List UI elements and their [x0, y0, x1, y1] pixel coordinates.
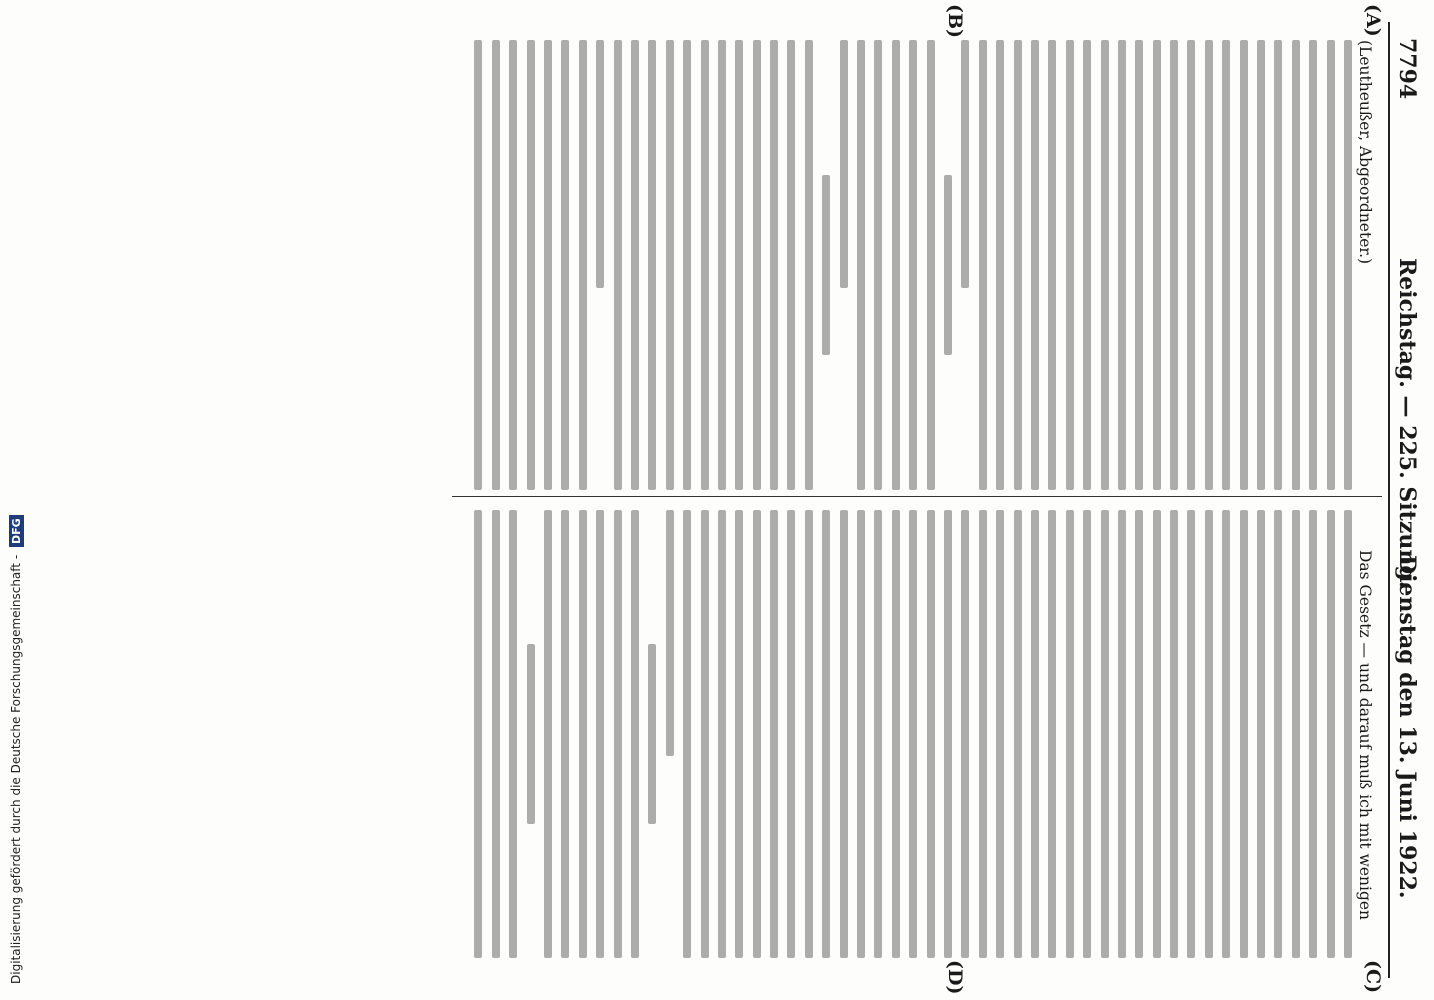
text-line [1101, 40, 1109, 490]
text-line [1309, 40, 1317, 490]
text-line [474, 510, 482, 958]
text-line [596, 510, 604, 958]
digitization-credit [6, 0, 26, 1000]
text-line [1187, 510, 1195, 958]
text-line [1327, 40, 1335, 490]
text-line [961, 40, 969, 288]
text-line [1118, 40, 1126, 490]
text-line [1031, 40, 1039, 490]
text-line [1187, 40, 1195, 490]
text-line [544, 40, 552, 490]
text-line [753, 510, 761, 958]
text-line [1222, 40, 1230, 490]
text-line [1031, 510, 1039, 958]
text-line [753, 40, 761, 490]
running-header-session: Reichstag. — 225. Sitzung. [1394, 258, 1420, 589]
text-line [1170, 40, 1178, 490]
text-column-right [465, 510, 1374, 958]
text-line [1257, 510, 1265, 958]
text-lines [474, 510, 1352, 958]
text-line [1292, 510, 1300, 958]
text-line [579, 510, 587, 958]
text-line [683, 40, 691, 490]
text-line [857, 40, 865, 490]
text-line [701, 510, 709, 958]
text-line [961, 510, 969, 958]
text-line [614, 510, 622, 958]
text-line [718, 40, 726, 490]
text-line [874, 40, 882, 490]
text-line [492, 40, 500, 490]
text-line [701, 40, 709, 490]
text-line [1048, 510, 1056, 958]
margin-marker-a: (A) [1362, 4, 1384, 37]
text-line [648, 40, 656, 490]
first-line: Das Gesetz — und darauf muß ich mit wenigen [1356, 550, 1374, 921]
text-column-left [465, 40, 1374, 490]
text-line [492, 510, 500, 958]
text-line [561, 40, 569, 490]
text-line [631, 40, 639, 490]
text-line [1205, 40, 1213, 490]
text-line [509, 510, 517, 958]
text-line [909, 510, 917, 958]
text-line [1014, 40, 1022, 490]
text-line [770, 510, 778, 958]
text-line [1135, 510, 1143, 958]
text-line [1135, 40, 1143, 490]
header-rule [1388, 22, 1390, 978]
interjection-line [648, 644, 656, 823]
text-line [805, 510, 813, 958]
margin-marker-d: (D) [944, 960, 966, 995]
text-line [544, 510, 552, 958]
text-line [1066, 40, 1074, 490]
text-line [857, 510, 865, 958]
text-line [1170, 510, 1178, 958]
text-line [666, 510, 674, 756]
text-line [996, 40, 1004, 490]
text-line [561, 510, 569, 958]
text-line [1153, 510, 1161, 958]
text-line [683, 510, 691, 958]
text-line [1240, 40, 1248, 490]
dfg-logo: DFG [9, 515, 24, 547]
credit-text: Digitalisierung gefördert durch die Deutsche Forschungsgemeinschaft - [9, 554, 23, 984]
text-line [1048, 40, 1056, 490]
text-line [874, 510, 882, 958]
text-line [770, 40, 778, 490]
text-lines [474, 40, 1352, 490]
text-line [1205, 510, 1213, 958]
interjection-line [822, 175, 830, 355]
text-line [1257, 40, 1265, 490]
text-line [892, 510, 900, 958]
text-line [1344, 40, 1352, 490]
text-line [631, 510, 639, 958]
text-line [1083, 510, 1091, 958]
text-line [840, 40, 848, 288]
text-line [840, 510, 848, 958]
text-line [1274, 510, 1282, 958]
text-line [1014, 510, 1022, 958]
running-header-date: Dienstag den 13. Juni 1922. [1394, 555, 1420, 899]
text-line [735, 40, 743, 490]
text-line [996, 510, 1004, 958]
margin-marker-b: (B) [944, 4, 966, 39]
text-line [1344, 510, 1352, 958]
text-line [927, 40, 935, 490]
interjection-line [944, 175, 952, 355]
text-line [1240, 510, 1248, 958]
text-line [596, 40, 604, 288]
text-line [805, 40, 813, 490]
text-line [579, 40, 587, 490]
text-line [1292, 40, 1300, 490]
text-line [735, 510, 743, 958]
text-line [666, 40, 674, 490]
text-line [979, 510, 987, 958]
text-line [474, 40, 482, 490]
text-line [1222, 510, 1230, 958]
text-line [909, 40, 917, 490]
text-line [788, 510, 796, 958]
text-line [892, 40, 900, 490]
text-line [1101, 510, 1109, 958]
text-line [979, 40, 987, 490]
text-line [1083, 40, 1091, 490]
text-line [1309, 510, 1317, 958]
text-line [822, 510, 830, 958]
text-line [1327, 510, 1335, 958]
text-line [614, 40, 622, 490]
text-line [1066, 510, 1074, 958]
margin-marker-c: (C) [1362, 960, 1384, 994]
text-line [527, 40, 535, 490]
text-line [718, 510, 726, 958]
digitization-credit-text-wrap [6, 0, 26, 1000]
interjection-line [527, 644, 535, 823]
text-line [927, 510, 935, 958]
text-line [788, 40, 796, 490]
page-number: 7794 [1394, 38, 1420, 100]
text-line [1118, 510, 1126, 958]
text-line [1153, 40, 1161, 490]
text-line [1274, 40, 1282, 490]
text-line [509, 40, 517, 490]
speaker-label: (Leutheußer, Abgeordneter.) [1356, 40, 1374, 265]
text-line [944, 510, 952, 958]
column-divider [452, 496, 1382, 497]
